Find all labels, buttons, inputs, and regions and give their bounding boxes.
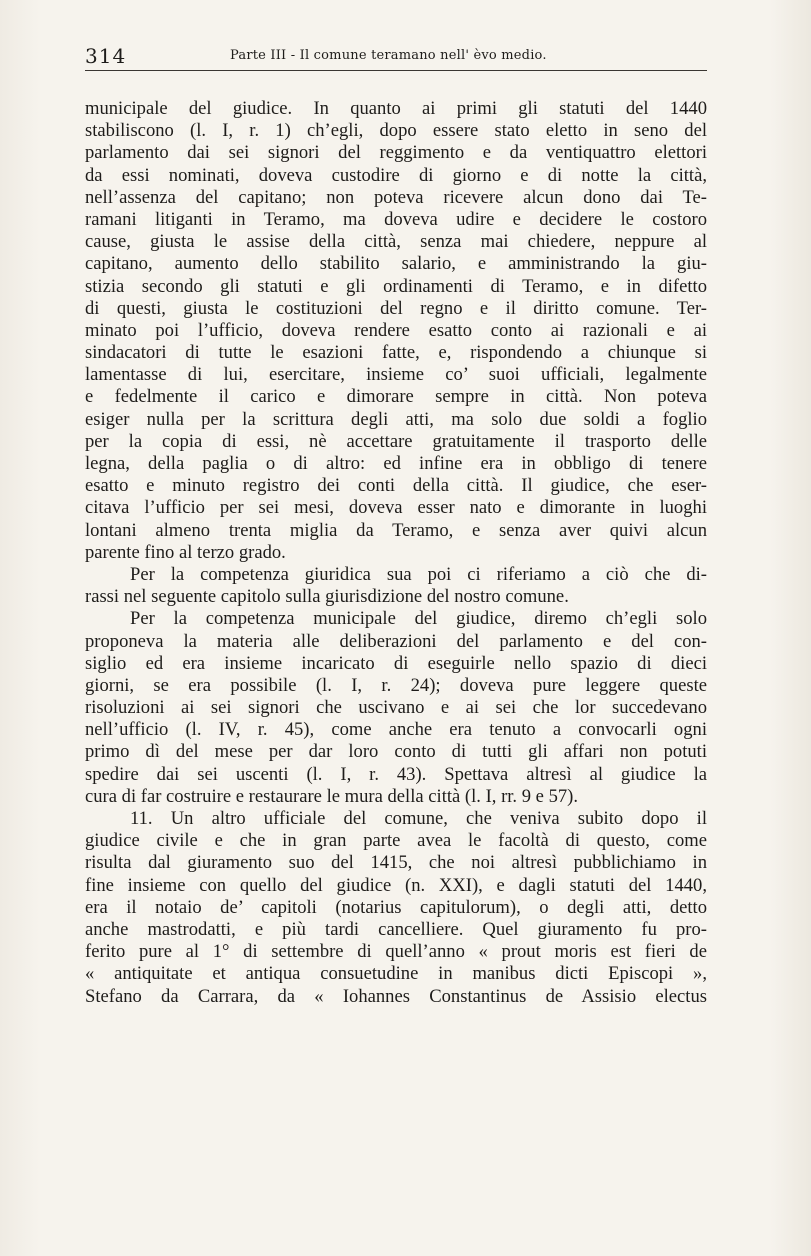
text-line: giudice civile e che in gran parte avea le facoltà di questo, come bbox=[85, 830, 707, 852]
text-line: Stefano da Carrara, da « Iohannes Constantinus de Assisio electus bbox=[85, 985, 707, 1007]
text-line: parente fino al terzo grado. bbox=[85, 541, 286, 563]
text-line: 11. Un altro ufficiale del comune, che veniva subito dopo il bbox=[130, 808, 707, 829]
running-head bbox=[85, 40, 707, 71]
text-line: sindacatori di tutte le esazioni fatte, e, rispondendo a chiunque si bbox=[85, 342, 707, 364]
text-line: cause, giusta le assise della città, senza mai chiedere, neppure al bbox=[85, 231, 707, 253]
text-line: proponeva la materia alle deliberazioni del parlamento e del con- bbox=[85, 630, 707, 652]
text-line: primo dì del mese per dar loro conto di tutti gli affari non potuti bbox=[85, 741, 707, 763]
text-line: lamentasse di lui, esercitare, insieme co’ suoi ufficiali, legalmente bbox=[85, 364, 707, 386]
page-number: 314 bbox=[85, 44, 127, 68]
text-line: ferito pure al 1° di settembre di quell’anno « prout moris est fieri de bbox=[85, 941, 707, 963]
text-line: nell’assenza del capitano; non poteva ricevere alcun dono dai Te- bbox=[85, 186, 707, 208]
text-line: da essi nominati, doveva custodire di giorno e di notte la città, bbox=[85, 164, 707, 186]
body-text bbox=[85, 98, 707, 1008]
text-line: e fedelmente il carico e dimorare sempre in città. Non poteva bbox=[85, 386, 707, 408]
text-line: rassi nel seguente capitolo sulla giurisdizione del nostro comune. bbox=[85, 586, 569, 608]
text-line: giorni, se era possibile (l. I, r. 24); doveva pure leggere queste bbox=[85, 674, 707, 696]
text-line: stizia secondo gli statuti e gli ordinamenti di Teramo, e in difetto bbox=[85, 275, 707, 297]
text-line: risulta dal giuramento suo del 1415, che noi altresì pubblichiamo in bbox=[85, 852, 707, 874]
text-line: stabiliscono (l. I, r. 1) ch’egli, dopo essere stato eletto in seno del bbox=[85, 120, 707, 142]
text-line: minato poi l’ufficio, doveva rendere esatto conto ai razionali e ai bbox=[85, 319, 707, 341]
text-line: legna, della paglia o di altro: ed infine era in obbligo di tenere bbox=[85, 453, 707, 474]
text-line: capitano, aumento dello stabilito salario, e amministrando la giu- bbox=[85, 253, 707, 275]
text-line: nell’ufficio (l. IV, r. 45), come anche era tenuto a convocarli ogni bbox=[85, 719, 707, 741]
text-line: Per la competenza municipale del giudice, diremo ch’egli solo bbox=[130, 608, 707, 630]
text-line: di questi, giusta le costituzioni del regno e il diritto comune. Ter- bbox=[85, 297, 707, 319]
text-line: citava l’ufficio per sei mesi, doveva esser nato e dimorante in luoghi bbox=[85, 497, 707, 519]
text-line: ramani litiganti in Teramo, ma doveva udire e decidere le costoro bbox=[85, 208, 707, 230]
text-line: per la copia di essi, nè accettare gratuitamente il trasporto delle bbox=[85, 430, 707, 452]
text-line: era il notaio de’ capitoli (notarius capitulorum), o degli atti, detto bbox=[85, 896, 707, 918]
text-line: fine insieme con quello del giudice (n. XXI), e dagli statuti del 1440, bbox=[85, 874, 707, 896]
running-head-title: Parte III - Il comune teramano nell' èvo medio. bbox=[230, 48, 547, 63]
text-line: siglio ed era insieme incaricato di eseguirle nello spazio di dieci bbox=[85, 652, 707, 674]
text-line: lontani almeno trenta miglia da Teramo, e senza aver quivi alcun bbox=[85, 519, 707, 541]
text-line: spedire dai sei uscenti (l. I, r. 43). Spettava altresì al giudice la bbox=[85, 763, 707, 785]
text-line: municipale del giudice. In quanto ai primi gli statuti del 1440 bbox=[85, 98, 707, 119]
text-line: cura di far costruire e restaurare le mura della città (l. I, rr. 9 e 57). bbox=[85, 785, 579, 807]
text-line: parlamento dai sei signori del reggimento e da ventiquattro elettori bbox=[85, 142, 707, 164]
text-line: risoluzioni ai sei signori che uscivano e ai sei che lor succedevano bbox=[85, 697, 707, 719]
text-line: « antiquitate et antiqua consuetudine in manibus dicti Episcopi », bbox=[85, 963, 707, 985]
text-line: Per la competenza giuridica sua poi ci riferiamo a ciò che di- bbox=[130, 563, 707, 585]
text-line: esatto e minuto registro dei conti della città. Il giudice, che eser- bbox=[85, 475, 707, 497]
text-line: esiger nulla per la scrittura degli atti, ma solo due soldi a foglio bbox=[85, 408, 707, 430]
text-line: anche mastrodatti, e più tardi cancelliere. Quel giuramento fu pro- bbox=[85, 918, 707, 940]
